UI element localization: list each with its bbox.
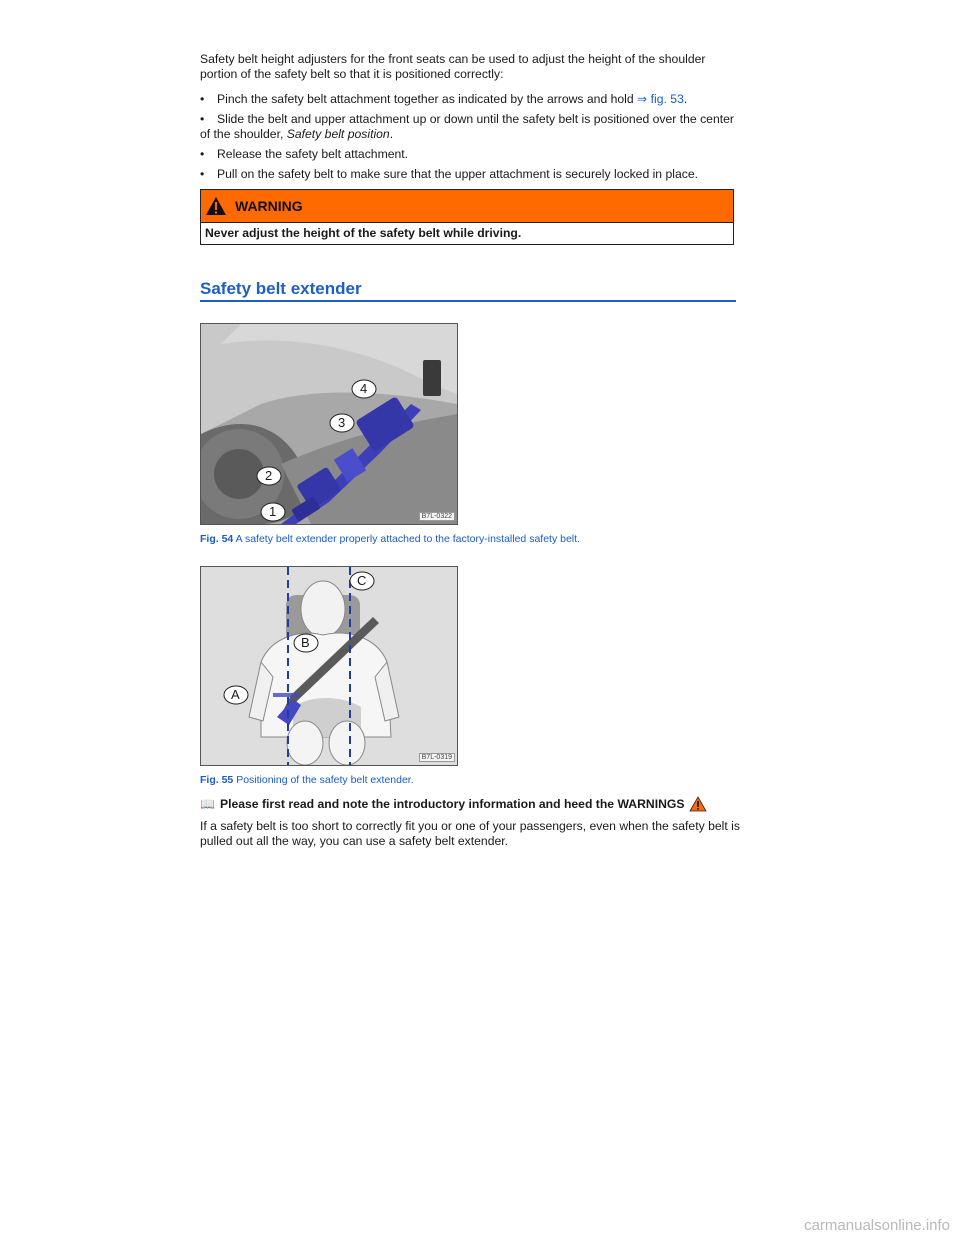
callout-a: A [223, 685, 249, 710]
warning-header [201, 190, 733, 222]
figure-55-caption: Fig. 55 Positioning of the safety belt extender. [200, 774, 414, 786]
callout-4: 4 [351, 379, 377, 404]
step-item: • Pinch the safety belt attachment together as indicated by the arrows and hold ⇒ fig. 53. [200, 92, 688, 106]
step-item: • Pull on the safety belt to make sure that the upper attachment is securely locked in place. [200, 167, 698, 181]
warning-triangle-icon [689, 796, 707, 812]
intro-paragraph: Safety belt height adjusters for the front seats can be used to adjust the height of the shoulder portion of the safety belt so that it is positioned correctly: [200, 52, 706, 81]
callout-3: 3 [329, 413, 355, 438]
steps-list [200, 92, 740, 182]
intro-note: 📖 Please first read and note the introductory information and heed the WARNINGS [200, 796, 707, 812]
safety-belt-position-ref: Safety belt position [286, 127, 390, 141]
section-title: Safety belt extender [200, 279, 362, 298]
step-item: • Slide the belt and upper attachment up or down until the safety belt is positioned over the center of the shoulder, Safety belt position. [200, 112, 734, 141]
fig-53-link[interactable]: ⇒ fig. 53 [637, 92, 684, 106]
figure-54-image [200, 323, 458, 525]
callout-1: 1 [260, 502, 286, 525]
callout-2: 2 [256, 466, 282, 491]
figure-54-caption: Fig. 54 A safety belt extender properly attached to the factory-installed safety belt. [200, 533, 580, 545]
figure-code: B7L-0322 [419, 512, 455, 521]
book-icon: 📖 [200, 797, 215, 811]
watermark: carmanualsonline.info [804, 1217, 950, 1234]
callout-c: C [349, 571, 375, 596]
section-divider [200, 300, 736, 302]
figure-55-image [200, 566, 458, 766]
warning-title: WARNING [235, 198, 303, 214]
warning-box [200, 189, 734, 245]
warning-body: Never adjust the height of the safety belt while driving. [201, 222, 733, 244]
manual-page [200, 52, 740, 848]
callout-b: B [293, 633, 319, 658]
occupant-positioning-illustration [201, 567, 457, 765]
step-item: • Release the safety belt attachment. [200, 147, 409, 161]
warning-triangle-icon [205, 196, 227, 216]
body-paragraph: If a safety belt is too short to correctly fit you or one of your passengers, even when the safety belt is pulled out all the way, you can use a safety belt extender. [200, 819, 740, 848]
figure-code: B7L-0319 [419, 753, 455, 762]
